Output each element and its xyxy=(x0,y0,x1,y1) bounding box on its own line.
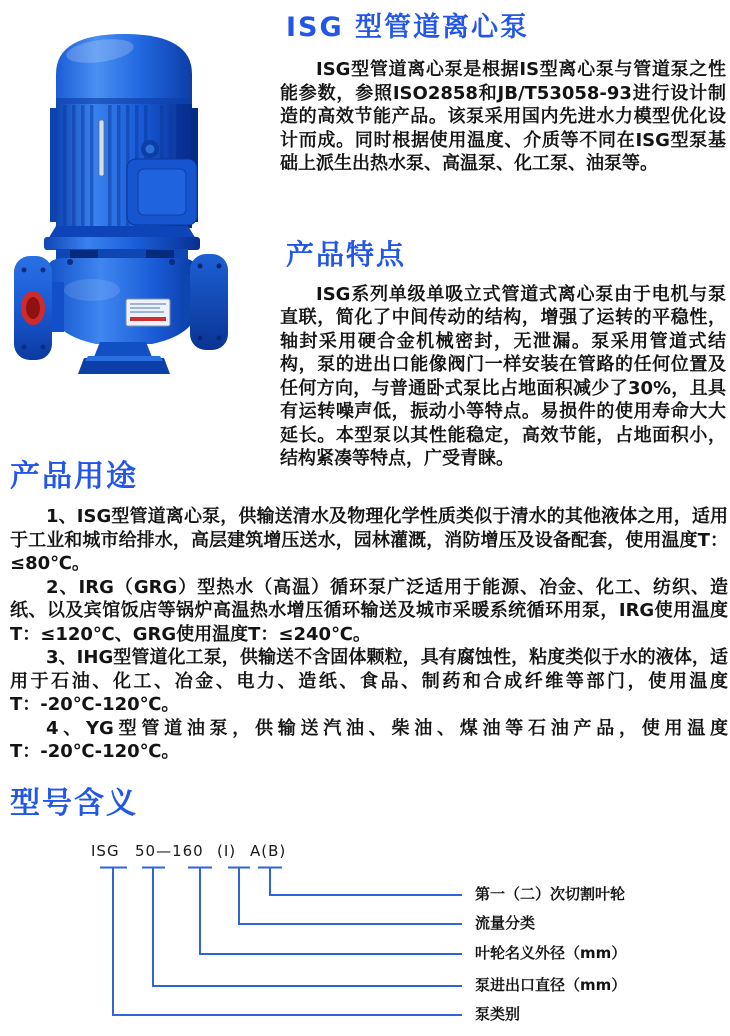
pump-image xyxy=(0,8,280,438)
uses-item: 4、YG型管道油泵，供输送汽油、柴油、煤油等石油产品，使用温度T：-20℃-120℃。 xyxy=(10,717,728,762)
pump-product-figure xyxy=(0,0,280,448)
pump-base xyxy=(78,342,170,374)
model-code-token: (I) xyxy=(217,841,237,860)
uses-item: 1、ISG型管道离心泵，供输送清水及物理化学性质类似于清水的其他液体之用，适用于工业和城市给排水，高层建筑增压送水，园林灌溉，消防增压及设备配套，使用温度T：≤80℃。 xyxy=(10,506,728,574)
uses-item: 3、IHG型管道化工泵，供输送不含固体颗粒，具有腐蚀性，粘度类似于水的液体，适用于石油、化工、冶金、电力、造纸、食品、制药和合成纤维等部门，使用温度T：-20℃-120℃。 xyxy=(10,647,728,715)
uses-section xyxy=(10,460,728,764)
pump-nameplate xyxy=(126,299,170,326)
motor-mount-flange xyxy=(44,226,200,259)
motor-cap xyxy=(56,34,192,105)
uses-item: 2、IRG（GRG）型热水（高温）循环泵广泛适用于能源、冶金、化工、纺织、造纸、以及宾馆饭店等锅炉高温热水增压循环输送及城市采暖系统循环用泵，IRG使用温度T：≤120℃、GRG使用温度T：≤240℃。 xyxy=(10,576,728,645)
model-code-diagram xyxy=(10,841,730,1036)
uses-list xyxy=(10,505,728,764)
diagram-label: 叶轮名义外径（mm） xyxy=(475,943,627,962)
top-section xyxy=(0,0,730,469)
model-code-token: A(B) xyxy=(250,841,287,860)
features-paragraph: ISG系列单级单吸立式管道式离心泵由于电机与泵直联，简化了中间传动的结构，增强了运转的平稳性，轴封采用硬合金机械密封，无泄漏。泵采用管道式结构，泵的进出口能像阀门一样安装在管路的任何位置及任何方向，与普通卧式泵比占地面积减少了30%，且具有运转噪声低，振动小等特点。易损件的使用寿命大大延长。本型泵以其性能稳定，高效节能，占地面积小，结构紧凑等特点，广受青睐。 xyxy=(280,283,726,469)
intro-paragraph: ISG型管道离心泵是根据IS型离心泵与管道泵之性能参数，参照ISO2858和JB/T53058-93进行设计制造的高效节能产品。该泵采用国内先进水力模型优化设计而成。同时根据使用温度、介质等不同在ISG型泵基础上派生出热水泵、高温泵、化工泵、油泵等。 xyxy=(280,59,726,174)
model-code-token: 50—160 xyxy=(135,841,204,860)
inspection-slot xyxy=(99,120,104,176)
section-heading-uses: 产品用途 xyxy=(10,459,138,494)
page-title: ISG 型管道离心泵 xyxy=(286,12,530,43)
model-code-token: ISG xyxy=(91,841,120,860)
section-heading-model: 型号含义 xyxy=(10,785,138,821)
lifting-eyebolt xyxy=(141,140,159,158)
diagram-label: 第一（二）次切割叶轮 xyxy=(475,884,626,903)
pump-casing xyxy=(48,258,199,344)
intro-column xyxy=(280,0,728,469)
diagram-label: 泵进出口直径（mm） xyxy=(475,975,627,994)
terminal-box xyxy=(127,159,197,225)
diagram-connector-lines xyxy=(10,841,730,1036)
model-meaning-section xyxy=(10,785,730,1036)
diagram-label: 泵类别 xyxy=(475,1004,521,1023)
section-heading-features: 产品特点 xyxy=(286,237,407,271)
diagram-label: 流量分类 xyxy=(475,913,536,932)
